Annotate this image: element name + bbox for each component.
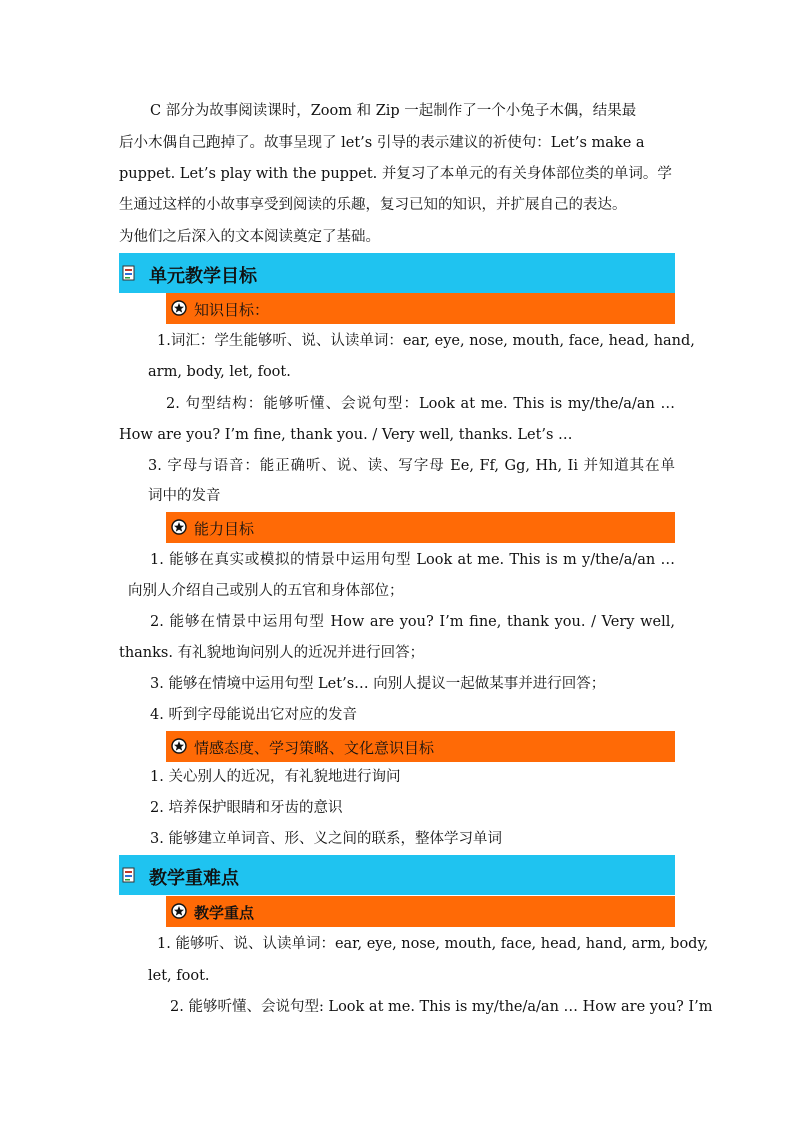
goal-line: 向别人介绍自己或别人的五官和身体部位； — [128, 583, 404, 599]
section-header-key-points — [119, 855, 675, 895]
goal-line: 3. 字母与语音：能正确听、说、读、写字母 Ee, Ff, Gg, Hh, Ii 并知道其在单 — [148, 458, 675, 474]
goal-line: 4. 听到字母能说出它对应的发音 — [150, 707, 357, 723]
goal-line: 词中的发音 — [148, 488, 221, 504]
subheader-knowledge-goals — [166, 293, 675, 324]
goal-line: let, foot. — [148, 968, 210, 984]
intro-line: 为他们之后深入的文本阅读奠定了基础。 — [119, 229, 380, 245]
goal-line: thanks. 有礼貌地询问别人的近况并进行回答； — [119, 645, 425, 661]
intro-line: C 部分为故事阅读课时，Zoom 和 Zip 一起制作了一个小兔子木偶，结果最 — [150, 103, 637, 119]
goal-line: 1. 能够听、说、认读单词：ear, eye, nose, mouth, face, head, hand, arm, body, — [157, 936, 709, 952]
document-bullet-icon — [122, 867, 136, 883]
subheader-title: 知识目标： — [194, 301, 270, 319]
goal-line: 2. 能够在情景中运用句型 How are you? I’m fine, thank you. / Very well, — [150, 614, 675, 630]
goal-line: 1.词汇：学生能够听、说、认读单词：ear, eye, nose, mouth, face, head, hand, — [157, 333, 695, 349]
subheader-key-points — [166, 896, 675, 927]
goal-line: 2. 培养保护眼睛和牙齿的意识 — [150, 800, 343, 816]
intro-line: 后小木偶自己跑掉了。故事呈现了 let’s 引导的表示建议的祈使句：Let’s make a — [119, 135, 645, 151]
goal-line: 2. 句型结构：能够听懂、会说句型：Look at me. This is my/the/a/an … — [166, 396, 675, 412]
intro-line: 生通过这样的小故事享受到阅读的乐趣，复习已知的知识，并扩展自己的表达。 — [119, 197, 627, 213]
star-circle-icon — [171, 300, 187, 316]
subheader-title: 教学重点 — [194, 904, 255, 922]
subheader-ability-goals — [166, 512, 675, 543]
goal-line: arm, body, let, foot. — [148, 364, 291, 380]
document-bullet-icon — [122, 265, 136, 281]
section-header-teaching-goals — [119, 253, 675, 293]
star-circle-icon — [171, 738, 187, 754]
subheader-title: 能力目标 — [194, 520, 255, 538]
goal-line: 2. 能够听懂、会说句型: Look at me. This is my/the/a/an … How are you? I’m — [170, 999, 713, 1015]
goal-line: How are you? I’m fine, thank you. / Very well, thanks. Let’s … — [119, 427, 573, 443]
subheader-attitude-goals — [166, 731, 675, 762]
subheader-title: 情感态度、学习策略、文化意识目标 — [194, 739, 435, 757]
section-title: 单元教学目标 — [149, 266, 257, 287]
intro-line: puppet. Let’s play with the puppet. 并复习了本单元的有关身体部位类的单词。学 — [119, 166, 672, 182]
goal-line: 3. 能够建立单词音、形、义之间的联系，整体学习单词 — [150, 831, 502, 847]
star-circle-icon — [171, 903, 187, 919]
section-title: 教学重难点 — [149, 868, 239, 889]
goal-line: 1. 关心别人的近况，有礼貌地进行询问 — [150, 769, 401, 785]
star-circle-icon — [171, 519, 187, 535]
goal-line: 3. 能够在情境中运用句型 Let’s… 向别人提议一起做某事并进行回答； — [150, 676, 606, 692]
goal-line: 1. 能够在真实或模拟的情景中运用句型 Look at me. This is m y/the/a/an … — [150, 552, 675, 568]
